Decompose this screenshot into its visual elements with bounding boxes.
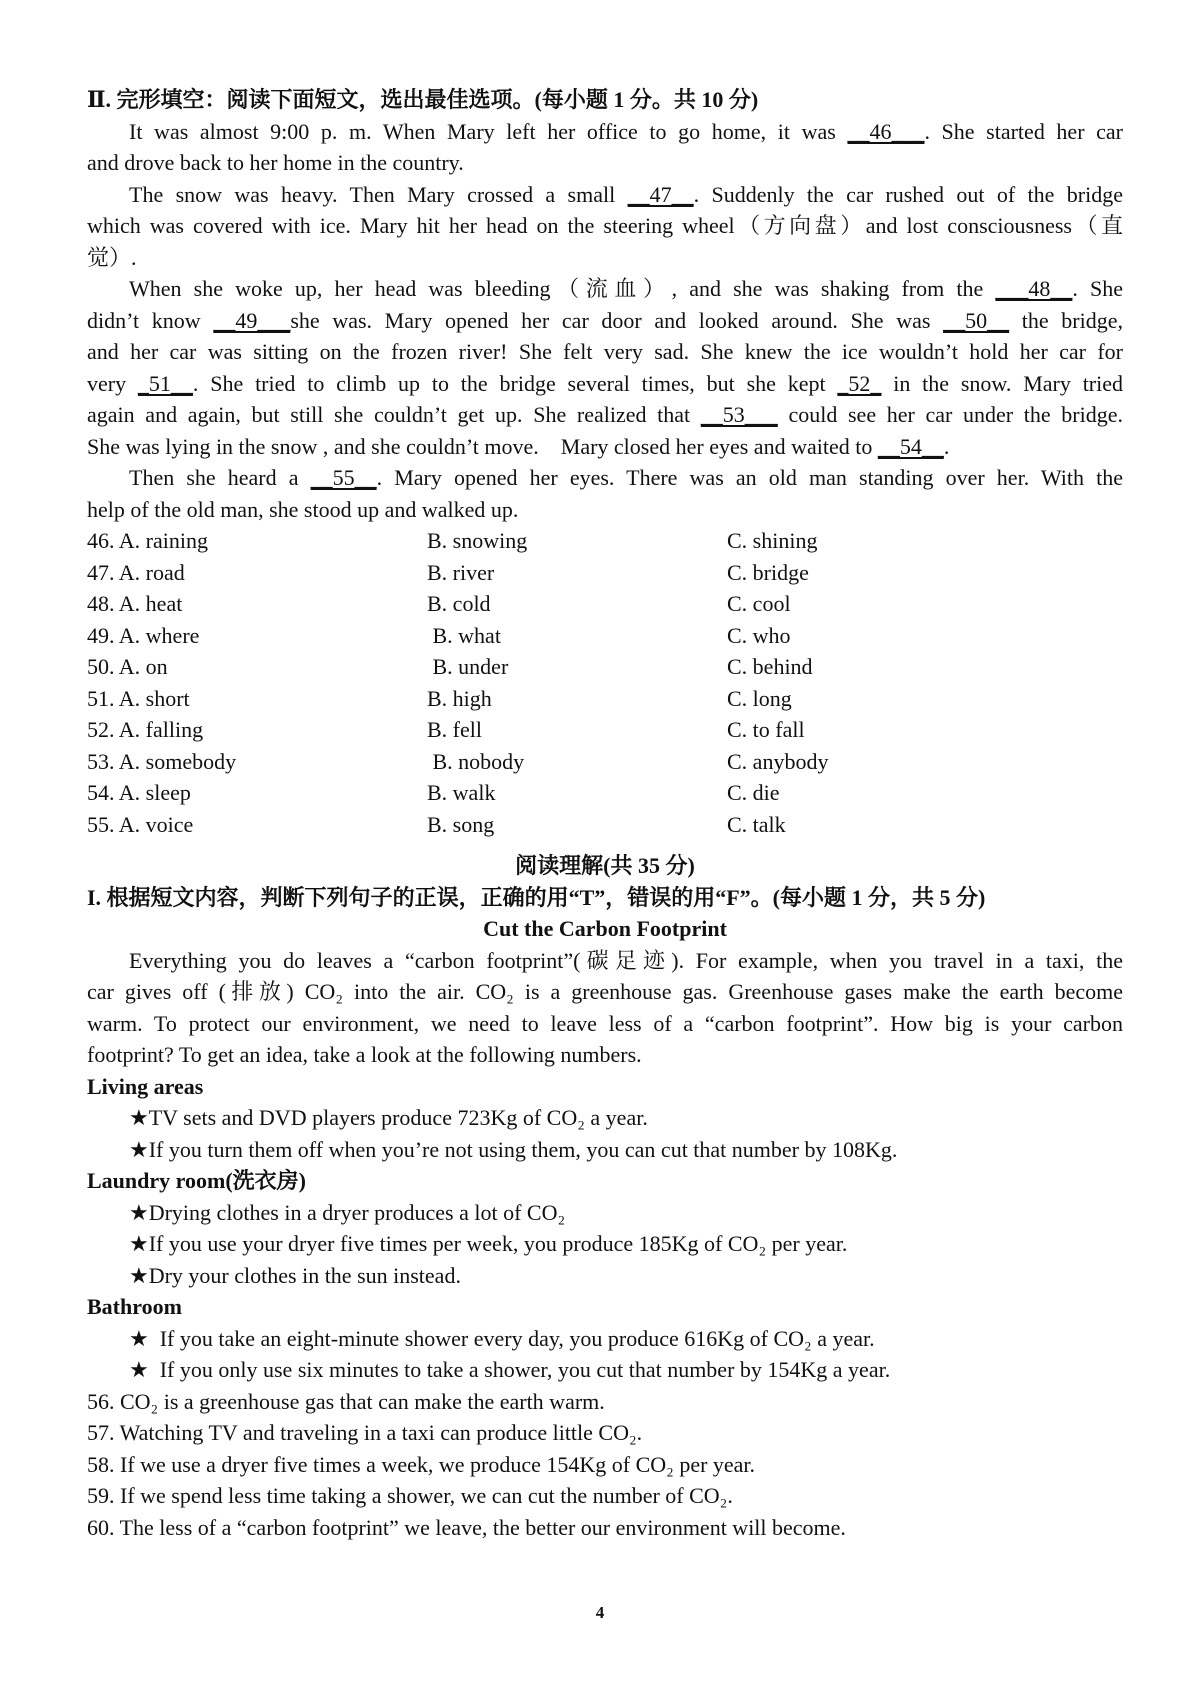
fact-item: ★ If you only use six minutes to take a shower, you cut that number by 154Kg a year. bbox=[129, 1357, 891, 1382]
page-number: 4 bbox=[595, 1603, 605, 1622]
blank-47: __47__ bbox=[627, 181, 694, 207]
option-row: 55. A. voice B. song C. talk bbox=[87, 811, 786, 837]
blank-46: __46___ bbox=[847, 118, 925, 144]
passage-line: The snow was heavy. Then Mary crossed a small __47__. Suddenly the car rushed out of the bridge bbox=[129, 181, 1123, 207]
fact-item: ★ If you take an eight-minute shower every day, you produce 616Kg of CO₂ a year. bbox=[129, 1325, 875, 1351]
option-row: 48. A. heat B. cold C. cool bbox=[87, 591, 791, 616]
passage-line: When she woke up, her head was bleeding（流血）, and she was shaking from the ___48__. She bbox=[129, 276, 1124, 301]
reading-part-heading: I. 根据短文内容，判断下列句子的正误，正确的用“T”，错误的用“F”。(每小题 1 分，共 5 分) bbox=[87, 884, 986, 910]
passage-line: again and again, but still she couldn’t get up. She realized that __53___ could see her car under the bridge. bbox=[87, 402, 1123, 427]
reading-section-title: 阅读理解(共 35 分) bbox=[515, 853, 695, 878]
exam-page bbox=[87, 84, 1123, 1543]
passage-line: which was covered with ice. Mary hit her head on the steering wheel（方向盘）and lost consciousness（直 bbox=[87, 213, 1123, 238]
passage-line: warm. To protect our environment, we need to leave less of a “carbon footprint”. How big is your carbon bbox=[87, 1010, 1123, 1036]
passage-line: Then she heard a __55__. Mary opened her eyes. There was an old man standing over her. With the bbox=[129, 465, 1123, 490]
passage-line: Everything you do leaves a “carbon footprint”(碳足迹). For example, when you travel in a taxi, the bbox=[129, 947, 1123, 973]
cloze-passage bbox=[87, 116, 1123, 526]
statement-57: 57. Watching TV and traveling in a taxi can produce little CO₂. bbox=[87, 1420, 643, 1445]
blank-53: __53___ bbox=[700, 402, 778, 427]
fact-item: ★Dry your clothes in the sun instead. bbox=[129, 1262, 461, 1288]
option-row: 50. A. on B. under C. behind bbox=[87, 654, 813, 679]
passage-line: very _51__. She tried to climb up to the bridge several times, but she kept _52_ in the snow. Mary tried bbox=[87, 370, 1124, 396]
passage-line: 觉）. bbox=[87, 244, 137, 270]
blank-49: __49___ bbox=[213, 307, 291, 333]
blank-55: __55__ bbox=[310, 465, 377, 490]
blank-51: _51__ bbox=[137, 370, 193, 396]
blank-50: __50__ bbox=[943, 307, 1010, 333]
blank-48: ___48__ bbox=[995, 276, 1073, 301]
passage-line: didn’t know __49___she was. Mary opened her car door and looked around. She was __50__ the bridge, bbox=[87, 307, 1123, 333]
fact-item: ★If you use your dryer five times per week, you produce 185Kg of CO₂ per year. bbox=[129, 1231, 848, 1256]
living-areas-heading: Living areas bbox=[87, 1073, 204, 1099]
fact-item: ★Drying clothes in a dryer produces a lot of CO₂ bbox=[129, 1199, 566, 1225]
option-row: 51. A. short B. high C. long bbox=[87, 685, 792, 711]
passage-line: footprint? To get an idea, take a look at the following numbers. bbox=[87, 1042, 642, 1067]
passage-line: help of the old man, she stood up and walked up. bbox=[87, 496, 519, 522]
option-row: 49. A. where B. what C. who bbox=[87, 622, 791, 648]
passage-line: car gives off (排放) CO₂ into the air. CO₂ is a greenhouse gas. Greenhouse gases make the earth become bbox=[87, 979, 1123, 1004]
true-false-statements bbox=[87, 1386, 1123, 1544]
statement-58: 58. If we use a dryer five times a week, we produce 154Kg of CO₂ per year. bbox=[87, 1451, 756, 1477]
reading-passage bbox=[87, 945, 1123, 1386]
passage-line: and her car was sitting on the frozen river! She felt very sad. She knew the ice wouldn’t hold her car for bbox=[87, 339, 1123, 364]
option-row: 53. A. somebody B. nobody C. anybody bbox=[87, 748, 829, 774]
passage-line: It was almost 9:00 p. m. When Mary left her office to go home, it was __46___. She started her car bbox=[129, 118, 1123, 144]
passage-line: She was lying in the snow , and she couldn’t move. Mary closed her eyes and waited to __54__. bbox=[87, 433, 950, 459]
statement-59: 59. If we spend less time taking a shower, we can cut the number of CO₂. bbox=[87, 1483, 733, 1508]
passage-title: Cut the Carbon Footprint bbox=[483, 916, 727, 941]
fact-item: ★If you turn them off when you’re not using them, you can cut that number by 108Kg. bbox=[129, 1136, 898, 1162]
fact-item: ★TV sets and DVD players produce 723Kg of CO₂ a year. bbox=[129, 1105, 648, 1130]
cloze-heading: Ⅱ. 完形填空：阅读下面短文，选出最佳选项。(每小题 1 分。共 10 分) bbox=[87, 87, 759, 112]
option-row: 46. A. raining B. snowing C. shining bbox=[87, 528, 818, 553]
option-row: 52. A. falling B. fell C. to fall bbox=[87, 717, 805, 742]
passage-line: and drove back to her home in the country. bbox=[87, 150, 464, 175]
blank-52: _52_ bbox=[837, 370, 882, 396]
option-row: 54. A. sleep B. walk C. die bbox=[87, 780, 780, 805]
option-row: 47. A. road B. river C. bridge bbox=[87, 559, 809, 585]
laundry-room-heading: Laundry room(洗衣房) bbox=[87, 1168, 306, 1193]
blank-54: __54__ bbox=[877, 433, 944, 459]
statement-56: 56. CO₂ is a greenhouse gas that can make the earth warm. bbox=[87, 1388, 605, 1414]
statement-60: 60. The less of a “carbon footprint” we leave, the better our environment will become. bbox=[87, 1514, 846, 1540]
bathroom-heading: Bathroom bbox=[87, 1294, 182, 1319]
cloze-options bbox=[87, 525, 1123, 840]
